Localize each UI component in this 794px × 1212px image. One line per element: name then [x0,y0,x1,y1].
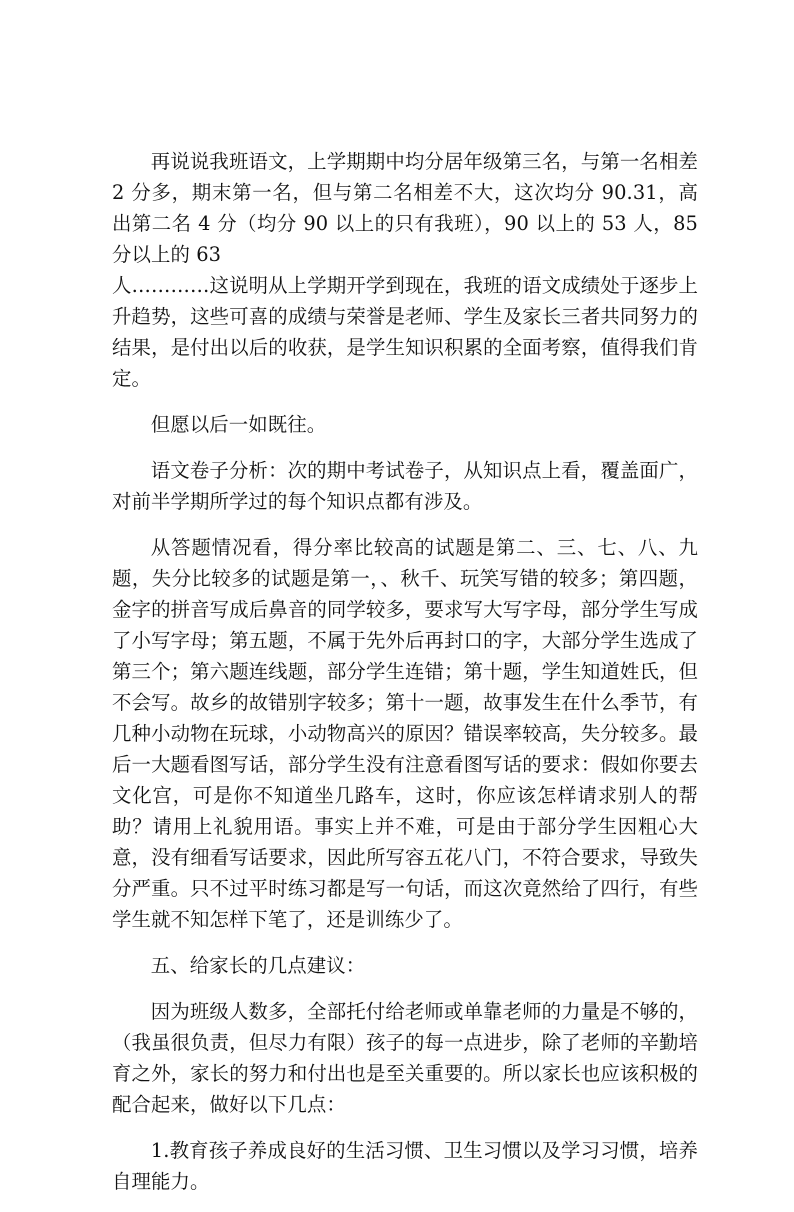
suggestion-item-1: 1.教育孩子养成良好的生活习惯、卫生习惯以及学习习惯，培养自理能力。 [112,1139,698,1193]
section-heading-suggestions: 五、给家长的几点建议： [150,954,366,977]
paragraph-parent-cooperation: 因为班级人数多，全部托付给老师或单靠老师的力量是不够的，（我虽很负责，但尽力有限）孩子的每一点进步，除了老师的辛勤培育之外，家长的努力和付出也是至关重要的。所以家长也应该积极的配合起来，做好以下几点： [112,1000,698,1116]
paragraph-paper-analysis: 语文卷子分析：次的期中考试卷子，从知识点上看，覆盖面广，对前半学期所学过的每个知识点都有涉及。 [112,459,698,513]
document-page [112,146,698,1212]
paragraph-answer-analysis: 从答题情况看，得分率比较高的试题是第二、三、七、八、九题，失分比较多的试题是第一，、秋千、玩笑写错的较多；第四题，金字的拼音写成后鼻音的同学较多，要求写大写字母，部分学生写成了小写字母；第五题，不属于先外后再封口的字，大部分学生选成了第三个；第六题连线题，部分学生连错；第十题，学生知道姓氏，但不会写。故乡的故错别字较多；第十一题，故事发生在什么季节，有几种小动物在玩球，小动物高兴的原因？错误率较高，失分较多。最后一大题看图写话，部分学生没有注意看图写话的要求：假如你要去文化宫，可是你不知道坐几路车，这时，你应该怎样请求别人的帮助？请用上礼貌用语。事实上并不难，可是由于部分学生因粗心大意，没有细看写话要求，因此所写容五花八门，不符合要求，导致失分严重。只不过平时练习都是写一句话，而这次竟然给了四行，有些学生就不知怎样下笔了，还是训练少了。 [112,536,698,931]
paragraph-class-chinese-scores: 再说说我班语文，上学期期中均分居年级第三名，与第一名相差 2 分多，期末第一名，但与第二名相差不大，这次均分 90.31，高出第二名 4 分（均分 90 以上的只有我班），90 以上的 53 人，85 分以上的 63 人…………这说明从上学期开学到现在，我班的语文成绩处于逐步上升趋势，这些可喜的成绩与荣誉是老师、学生及家长三者共同努力的结果，是付出以后的收获，是学生知识积累的全面考察，值得我们肯定。 [112,150,698,390]
paragraph-hope: 但愿以后一如既往。 [150,413,327,436]
